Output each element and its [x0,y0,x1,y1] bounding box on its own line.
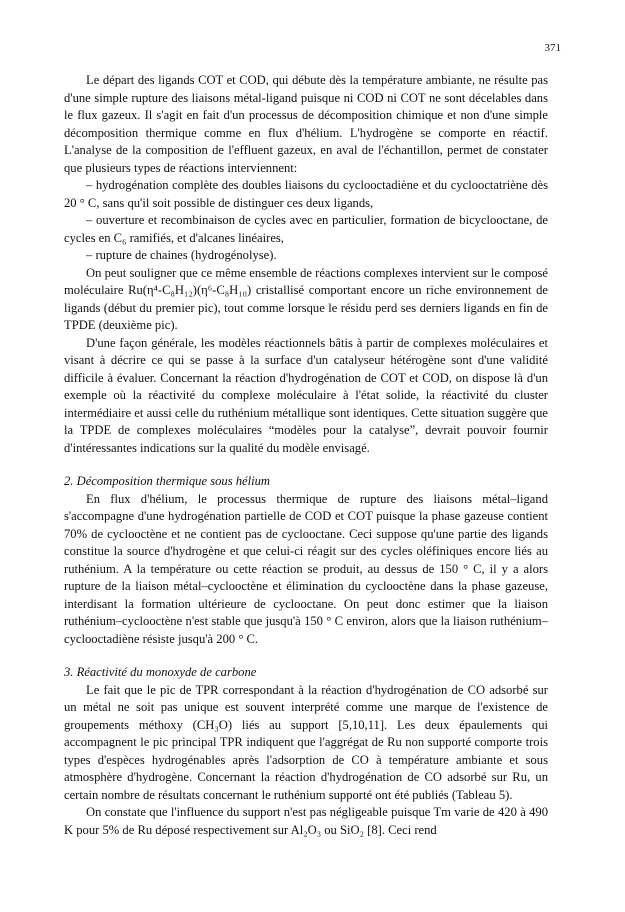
body-text [64,72,548,839]
paragraph-support-influence: On constate que l'influence du support n'est pas négligeable puisque Tm varie de 420 à 490 K pour 5% de Ru déposé respectivement sur Al₂O₃ ou SiO₂ [8]. Ceci rend [64,805,548,837]
section-heading-co-reactivity: 3. Réactivité du monoxyde de carbone [64,665,257,679]
list-item-hydrogenation: – hydrogénation complète des doubles liaisons du cyclooctadiène et du cyclooctatriène dès 20 ° C, sans qu'il soit possible de distinguer ces deux ligands, [64,178,548,210]
paragraph-cot-cod-departure: Le départ des ligands COT et COD, qui débute dès la température ambiante, ne résulte pas d'une simple rupture des liaisons métal-ligand puisque ni COD ni COT ne sont décelables dans le flux gazeux. Il s'agit en fait d'un processus de décomposition chimique et non d'une simple décomposition thermique comme en flux d'hélium. L'hydrogène se comporte en réactif. L'analyse de la composition de l'effluent gazeux, en aval de l'échantillon, permet de constater que plusieurs types de réactions interviennent: [64,73,548,175]
page-number: 371 [544,42,561,54]
section-heading-thermal-decomposition: 2. Décomposition thermique sous hélium [64,474,271,488]
paragraph-tpr-peak: Le fait que le pic de TPR correspondant à la réaction d'hydrogénation de CO adsorbé sur un métal ne soit pas unique est souvent interprété comme une marque de l'existence de groupements méthoxy (CH₃O) liés au support [5,10,11]. Les deux épaulements qui accompagnent le pic principal TPR indiquent que l'aggrégat de Ru non supporté comporte trois types d'espèces hydrogénables après l'adsorption de CO à température ambiante et sous atmosphère d'hydrogène. Concernant la réaction d'hydrogénation de CO adsorbé sur Ru, un certain nombre de résultats concernant le ruthénium supporté ont été publiés (Tableau 5). [64,682,548,802]
list-item-chain-rupture: – rupture de chaines (hydrogénolyse). [86,248,277,262]
paragraph-helium-flow: En flux d'hélium, le processus thermique de rupture des liaisons métal–ligand s'accompagne d'une hydrogénation partielle de COD et COT puisque la phase gazeuse contient 70% de cyclooctène et ne contient pas de cyclooctane. Ceci suppose qu'une partie des ligands constitue la source d'hydrogène et que celui-ci réagit sur des cycles oléfiniques encore liés au ruthénium. A la température ou cette réaction se produit, au dessus de 150 ° C, il y a alors rupture de la liaison métal–cyclooctène et élimination du cyclooctène dans la phase gazeuse, interdisant la formation ultérieure de cyclooctane. On peut donc estimer que la liaison ruthénium–cyclooctène n'est stable que jusqu'à 150 ° C environ, alors que la liaison ruthénium–cyclooctadiène résiste jusqu'à 200 ° C. [64,491,548,646]
paragraph-reaction-models: D'une façon générale, les modèles réactionnels bâtis à partir de complexes moléculaires et visant à décrire ce qui se passe à la surface d'un catalyseur hétérogène sont d'une validité difficile à évaluer. Concernant la réaction d'hydrogénation de COT et COD, on dispose là d'un exemple où la réactivité du complexe moléculaire à l'état solide, la réactivité du cluster intermédiaire et aussi celle du ruthénium métallique sont identiques. Cette situation suggère que la TPDE de complexes moléculaires “modèles pour la catalyse”, devrait pouvoir fournir d'intéressantes indications sur la qualité du modèle envisagé. [64,335,548,455]
paragraph-molecular-compound: On peut souligner que ce même ensemble de réactions complexes intervient sur le composé moléculaire Ru(η⁴-C₈H₁₂)(η⁶-C₈H₁₀) cristallisé comportant encore un riche environnement de ligands (début du premier pic), tout comme lorsque le résidu perd ses derniers ligands en fin de TPDE (deuxième pic). [64,265,548,332]
list-item-ring-opening: – ouverture et recombinaison de cycles avec en particulier, formation de bicyclooctane, de cycles en C₆ ramifiés, et d'alcanes linéaires, [64,213,548,245]
